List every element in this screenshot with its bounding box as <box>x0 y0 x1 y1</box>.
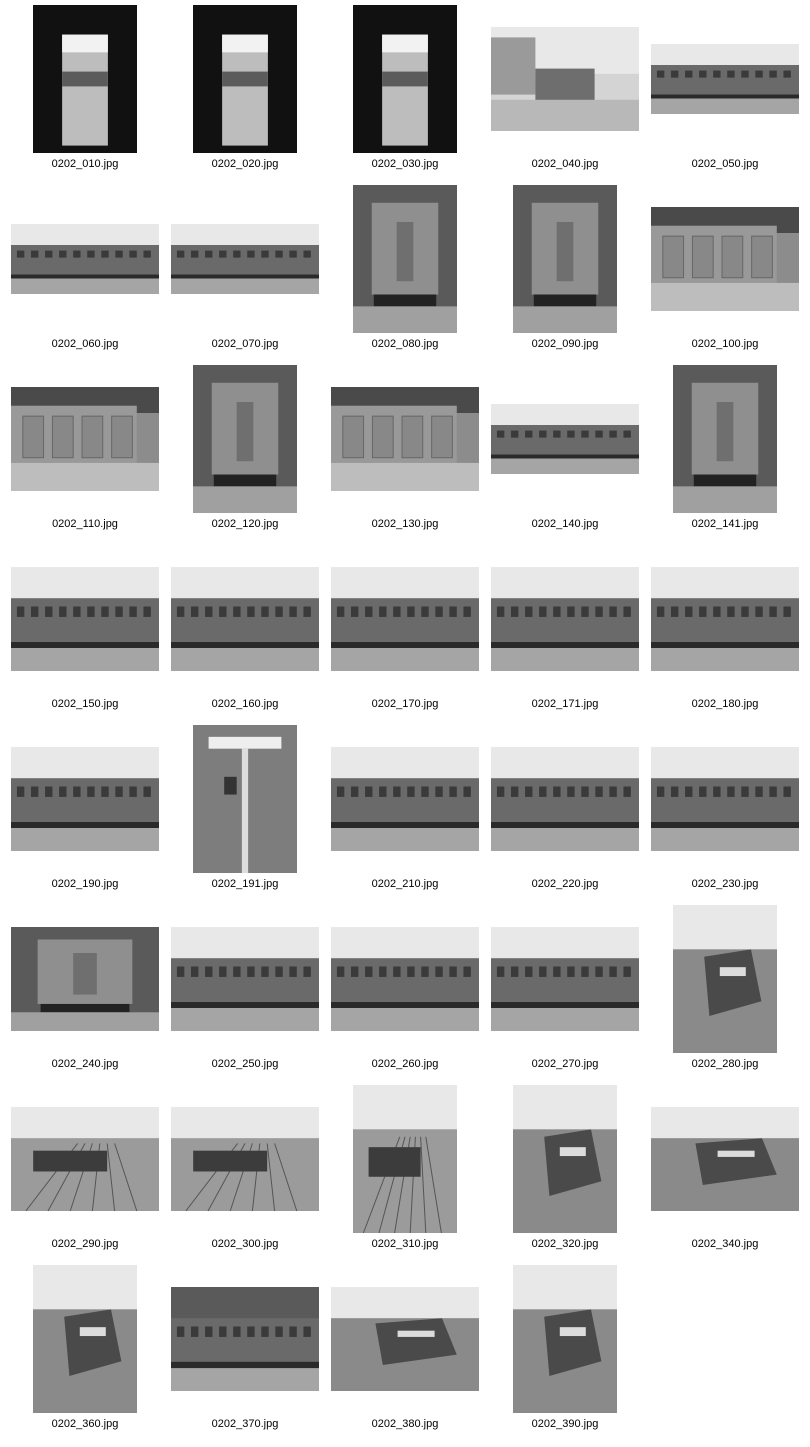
thumbnail-image[interactable] <box>651 44 799 114</box>
thumbnail-image[interactable] <box>651 207 799 311</box>
thumbnail-image[interactable] <box>513 1085 617 1233</box>
thumbnail-item[interactable] <box>485 542 645 722</box>
thumbnail-image[interactable] <box>331 927 479 1031</box>
thumbnail-filename[interactable]: 0202_020.jpg <box>211 158 279 170</box>
thumbnail-filename[interactable]: 0202_360.jpg <box>51 1418 119 1430</box>
thumbnail-image[interactable] <box>171 567 319 671</box>
thumbnail-filename[interactable]: 0202_171.jpg <box>531 698 599 710</box>
thumbnail-image[interactable] <box>331 747 479 851</box>
thumbnail-item[interactable] <box>485 2 645 182</box>
thumbnail-filename[interactable]: 0202_210.jpg <box>371 878 439 890</box>
thumbnail-item[interactable] <box>5 1262 165 1442</box>
thumbnail-filename[interactable]: 0202_140.jpg <box>531 518 599 530</box>
thumbnail-item[interactable] <box>325 362 485 542</box>
thumbnail-image[interactable] <box>491 404 639 474</box>
thumbnail-filename[interactable]: 0202_380.jpg <box>371 1418 439 1430</box>
thumbnail-image[interactable] <box>33 1265 137 1413</box>
thumbnail-item[interactable] <box>325 542 485 722</box>
thumbnail-filename[interactable]: 0202_090.jpg <box>531 338 599 350</box>
thumbnail-item[interactable] <box>325 1082 485 1262</box>
thumbnail-image[interactable] <box>171 1107 319 1211</box>
thumbnail-item[interactable] <box>5 1082 165 1262</box>
thumbnail-image[interactable] <box>491 567 639 671</box>
thumbnail-filename[interactable]: 0202_120.jpg <box>211 518 279 530</box>
thumbnail-image[interactable] <box>11 567 159 671</box>
thumbnail-image[interactable] <box>673 365 777 513</box>
thumbnail-filename[interactable]: 0202_050.jpg <box>691 158 759 170</box>
thumbnail-item[interactable] <box>165 722 325 902</box>
thumbnail-filename[interactable]: 0202_260.jpg <box>371 1058 439 1070</box>
thumbnail-filename[interactable]: 0202_110.jpg <box>52 518 118 530</box>
thumbnail-filename[interactable]: 0202_370.jpg <box>211 1418 279 1430</box>
thumbnail-filename[interactable]: 0202_320.jpg <box>531 1238 599 1250</box>
thumbnail-item[interactable] <box>645 542 805 722</box>
thumbnail-image[interactable] <box>193 725 297 873</box>
thumbnail-item[interactable] <box>165 362 325 542</box>
thumbnail-image[interactable] <box>513 1265 617 1413</box>
thumbnail-image[interactable] <box>171 927 319 1031</box>
thumbnail-filename[interactable]: 0202_250.jpg <box>211 1058 279 1070</box>
thumbnail-filename[interactable]: 0202_270.jpg <box>531 1058 599 1070</box>
thumbnail-filename[interactable]: 0202_230.jpg <box>691 878 759 890</box>
thumbnail-image[interactable] <box>331 387 479 491</box>
thumbnail-item[interactable] <box>165 1262 325 1442</box>
thumbnail-item[interactable] <box>485 1082 645 1262</box>
thumbnail-item[interactable] <box>165 902 325 1082</box>
thumbnail-item[interactable] <box>5 902 165 1082</box>
thumbnail-filename[interactable]: 0202_190.jpg <box>51 878 119 890</box>
thumbnail-item[interactable] <box>165 182 325 362</box>
thumbnail-image[interactable] <box>651 1107 799 1211</box>
thumbnail-image[interactable] <box>513 185 617 333</box>
thumbnail-filename[interactable]: 0202_280.jpg <box>691 1058 759 1070</box>
thumbnail-image[interactable] <box>11 224 159 294</box>
thumbnail-filename[interactable]: 0202_080.jpg <box>371 338 439 350</box>
thumbnail-image[interactable] <box>353 5 457 153</box>
thumbnail-item[interactable] <box>325 2 485 182</box>
thumbnail-filename[interactable]: 0202_030.jpg <box>371 158 439 170</box>
thumbnail-item[interactable] <box>325 722 485 902</box>
thumbnail-image[interactable] <box>673 905 777 1053</box>
thumbnail-filename[interactable]: 0202_060.jpg <box>51 338 119 350</box>
thumbnail-item[interactable] <box>5 182 165 362</box>
thumbnail-filename[interactable]: 0202_340.jpg <box>691 1238 759 1250</box>
thumbnail-item[interactable] <box>645 722 805 902</box>
thumbnail-filename[interactable]: 0202_010.jpg <box>51 158 119 170</box>
thumbnail-filename[interactable]: 0202_390.jpg <box>531 1418 599 1430</box>
thumbnail-item[interactable] <box>645 1082 805 1262</box>
thumbnail-image[interactable] <box>171 1287 319 1391</box>
thumbnail-filename[interactable]: 0202_220.jpg <box>531 878 599 890</box>
thumbnail-image[interactable] <box>331 1287 479 1391</box>
thumbnail-item[interactable] <box>5 542 165 722</box>
thumbnail-filename[interactable]: 0202_160.jpg <box>211 698 279 710</box>
thumbnail-image[interactable] <box>353 185 457 333</box>
thumbnail-item[interactable] <box>645 2 805 182</box>
thumbnail-filename[interactable]: 0202_191.jpg <box>211 878 279 890</box>
thumbnail-image[interactable] <box>11 387 159 491</box>
thumbnail-filename[interactable]: 0202_040.jpg <box>531 158 599 170</box>
thumbnail-item[interactable] <box>485 902 645 1082</box>
thumbnail-item[interactable] <box>645 182 805 362</box>
thumbnail-filename[interactable]: 0202_141.jpg <box>691 518 759 530</box>
thumbnail-item[interactable] <box>165 542 325 722</box>
thumbnail-filename[interactable]: 0202_240.jpg <box>51 1058 119 1070</box>
thumbnail-filename[interactable]: 0202_170.jpg <box>371 698 439 710</box>
thumbnail-filename[interactable]: 0202_300.jpg <box>211 1238 279 1250</box>
thumbnail-item[interactable] <box>485 362 645 542</box>
thumbnail-image[interactable] <box>193 5 297 153</box>
thumbnail-item[interactable] <box>5 362 165 542</box>
thumbnail-item[interactable] <box>325 902 485 1082</box>
thumbnail-filename[interactable]: 0202_150.jpg <box>51 698 119 710</box>
thumbnail-image[interactable] <box>11 1107 159 1211</box>
thumbnail-image[interactable] <box>491 27 639 131</box>
thumbnail-filename[interactable]: 0202_310.jpg <box>371 1238 439 1250</box>
thumbnail-item[interactable] <box>645 902 805 1082</box>
thumbnail-item[interactable] <box>485 1262 645 1442</box>
thumbnail-image[interactable] <box>171 224 319 294</box>
thumbnail-filename[interactable]: 0202_070.jpg <box>211 338 279 350</box>
thumbnail-filename[interactable]: 0202_290.jpg <box>51 1238 119 1250</box>
thumbnail-image[interactable] <box>353 1085 457 1233</box>
thumbnail-item[interactable] <box>645 362 805 542</box>
thumbnail-item[interactable] <box>165 2 325 182</box>
thumbnail-image[interactable] <box>11 927 159 1031</box>
thumbnail-image[interactable] <box>11 747 159 851</box>
thumbnail-image[interactable] <box>33 5 137 153</box>
thumbnail-item[interactable] <box>5 2 165 182</box>
thumbnail-filename[interactable]: 0202_180.jpg <box>691 698 759 710</box>
thumbnail-image[interactable] <box>651 747 799 851</box>
thumbnail-filename[interactable]: 0202_130.jpg <box>371 518 439 530</box>
thumbnail-image[interactable] <box>651 567 799 671</box>
thumbnail-image[interactable] <box>491 747 639 851</box>
thumbnail-item[interactable] <box>5 722 165 902</box>
thumbnail-item[interactable] <box>325 1262 485 1442</box>
thumbnail-item[interactable] <box>165 1082 325 1262</box>
thumbnail-item[interactable] <box>485 722 645 902</box>
thumbnail-image[interactable] <box>491 927 639 1031</box>
thumbnail-filename[interactable]: 0202_100.jpg <box>691 338 759 350</box>
thumbnail-image[interactable] <box>193 365 297 513</box>
thumbnail-item[interactable] <box>325 182 485 362</box>
thumbnail-image[interactable] <box>331 567 479 671</box>
thumbnail-item[interactable] <box>485 182 645 362</box>
